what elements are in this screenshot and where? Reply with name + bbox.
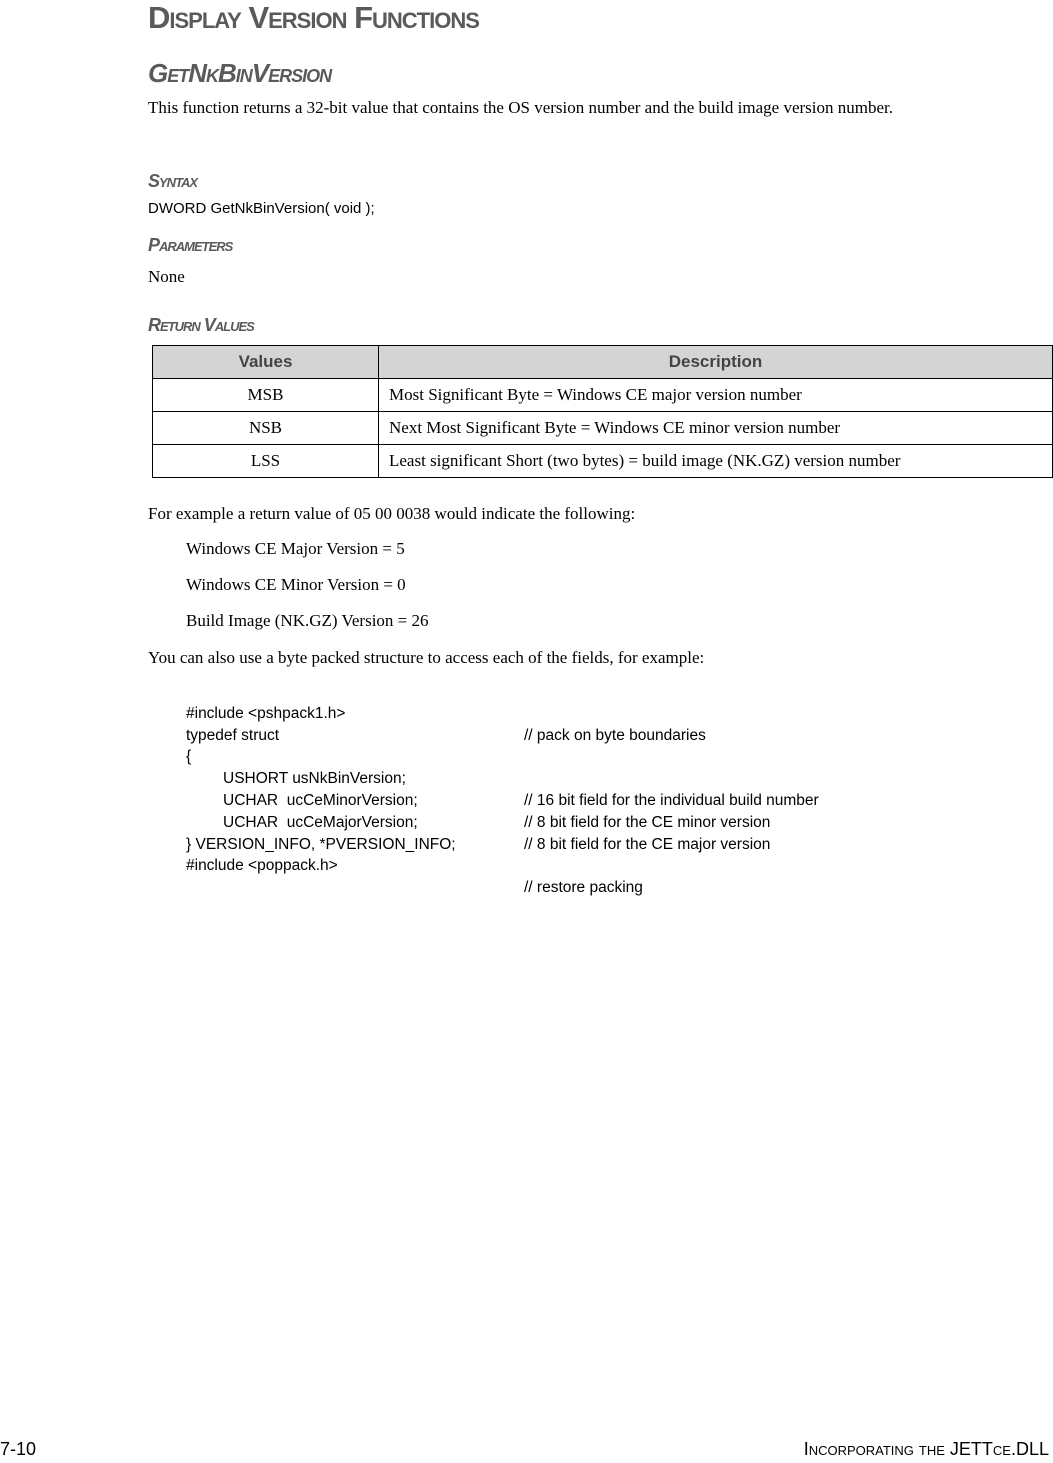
code-line [186,725,986,766]
code-text: UCHAR ucCeMajorVersion; [223,813,418,831]
table-cell-description: Least significant Short (two bytes) = build image (NK.GZ) version number [379,445,1053,478]
code-comment: // 8 bit field for the CE major version [524,835,771,853]
table-cell-value: MSB [153,379,379,412]
table-cell-value: NSB [153,412,379,445]
section-title: Display Version Functions [148,0,479,35]
code-comment: // restore packing [524,879,643,897]
chapter-title: Incorporating the JETTce.DLL [803,1439,1049,1459]
example-line-build: Build Image (NK.GZ) Version = 26 [186,611,429,630]
code-text: typedef struct [186,726,280,744]
table-cell-value: LSS [153,445,379,478]
table-cell-description: Next Most Significant Byte = Windows CE minor version number [379,412,1053,445]
struct-intro: You can also use a byte packed structure to access each of the fields, for example: [148,648,705,667]
example-line-major: Windows CE Major Version = 5 [186,539,405,558]
parameters-text: None [148,267,185,286]
syntax-code: DWORD GetNkBinVersion( void ); [148,200,375,217]
table-row [153,445,1053,478]
column-header-description: Description [379,346,1053,379]
table-row [153,379,1053,412]
table-cell-description: Most Significant Byte = Windows CE major version number [379,379,1053,412]
code-text: UCHAR ucCeMinorVersion; [223,791,418,809]
column-header-values: Values [153,346,379,379]
page-number: 7-10 [0,1439,37,1459]
code-comment: // 8 bit field for the CE minor version [524,813,771,831]
code-block [186,681,986,897]
return-values-heading: Return Values [148,315,254,335]
return-values-table [152,345,1053,478]
code-text: USHORT usNkBinVersion; [223,770,406,788]
code-text: { [186,748,192,766]
function-title: GetNkBinVersion [148,58,332,88]
code-text: #include <pshpack1.h> [186,704,346,722]
code-text: #include <poppack.h> [186,857,338,875]
table-row [153,412,1053,445]
table-header-row [153,346,1053,379]
example-line-minor: Windows CE Minor Version = 0 [186,575,406,594]
intro-paragraph: This function returns a 32-bit value that contains the OS version number and the build image version number. [148,98,894,117]
code-text: } VERSION_INFO, *PVERSION_INFO; [186,835,456,853]
syntax-heading: Syntax [148,171,198,191]
code-line [186,834,986,897]
example-intro: For example a return value of 05 00 0038 would indicate the following: [148,504,636,523]
code-comment: // pack on byte boundaries [524,726,706,744]
parameters-heading: Parameters [148,235,233,255]
code-comment: // 16 bit field for the individual build number [524,791,819,809]
